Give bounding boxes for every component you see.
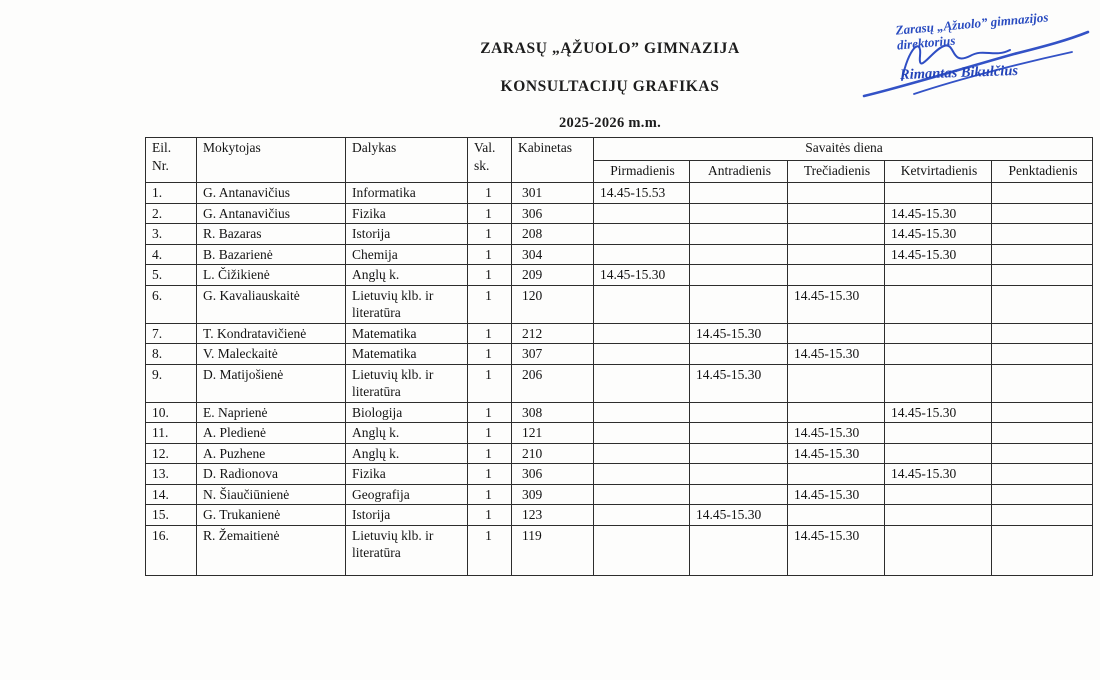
cell-teacher: R. Bazaras xyxy=(197,224,346,245)
cell-thursday: 14.45-15.30 xyxy=(885,244,992,265)
cell-tuesday xyxy=(690,423,788,444)
cell-teacher: G. Antanavičius xyxy=(197,183,346,204)
cell-thursday: 14.45-15.30 xyxy=(885,402,992,423)
cell-teacher: G. Antanavičius xyxy=(197,203,346,224)
cell-teacher: D. Matijošienė xyxy=(197,364,346,402)
cell-room: 209 xyxy=(512,265,594,286)
table-row xyxy=(146,443,1093,464)
cell-nr: 16. xyxy=(146,525,197,575)
cell-thursday: 14.45-15.30 xyxy=(885,203,992,224)
cell-subject: Geografija xyxy=(346,484,468,505)
cell-teacher: N. Šiaučiūnienė xyxy=(197,484,346,505)
cell-friday xyxy=(992,464,1093,485)
col-header-teacher: Mokytojas xyxy=(197,138,346,183)
cell-subject: Lietuvių klb. ir literatūra xyxy=(346,364,468,402)
cell-tuesday xyxy=(690,244,788,265)
cell-tuesday xyxy=(690,183,788,204)
cell-thursday xyxy=(885,265,992,286)
table-row xyxy=(146,265,1093,286)
cell-room: 307 xyxy=(512,344,594,365)
cell-friday xyxy=(992,344,1093,365)
table-row xyxy=(146,285,1093,323)
cell-wednesday: 14.45-15.30 xyxy=(788,484,885,505)
cell-nr: 8. xyxy=(146,344,197,365)
cell-subject: Anglų k. xyxy=(346,443,468,464)
col-header-room: Kabinetas xyxy=(512,138,594,183)
cell-tuesday xyxy=(690,484,788,505)
cell-friday xyxy=(992,323,1093,344)
cell-teacher: R. Žemaitienė xyxy=(197,525,346,575)
cell-monday xyxy=(594,244,690,265)
cell-nr: 7. xyxy=(146,323,197,344)
table-row xyxy=(146,484,1093,505)
col-header-friday: Penktadienis xyxy=(992,161,1093,183)
cell-room: 121 xyxy=(512,423,594,444)
cell-subject: Fizika xyxy=(346,203,468,224)
table-row xyxy=(146,224,1093,245)
table-row xyxy=(146,244,1093,265)
cell-nr: 1. xyxy=(146,183,197,204)
table-row xyxy=(146,402,1093,423)
cell-subject: Anglų k. xyxy=(346,265,468,286)
cell-subject: Matematika xyxy=(346,323,468,344)
cell-room: 212 xyxy=(512,323,594,344)
cell-friday xyxy=(992,484,1093,505)
col-header-thursday: Ketvirtadienis xyxy=(885,161,992,183)
cell-nr: 9. xyxy=(146,364,197,402)
cell-nr: 14. xyxy=(146,484,197,505)
cell-room: 208 xyxy=(512,224,594,245)
cell-teacher: V. Maleckaitė xyxy=(197,344,346,365)
cell-hours: 1 xyxy=(468,323,512,344)
cell-thursday xyxy=(885,484,992,505)
cell-room: 120 xyxy=(512,285,594,323)
cell-monday xyxy=(594,443,690,464)
schedule-table-wrap xyxy=(145,137,1093,576)
cell-tuesday xyxy=(690,265,788,286)
cell-tuesday xyxy=(690,525,788,575)
table-body xyxy=(146,183,1093,576)
cell-monday xyxy=(594,364,690,402)
cell-friday xyxy=(992,265,1093,286)
cell-wednesday: 14.45-15.30 xyxy=(788,344,885,365)
cell-hours: 1 xyxy=(468,224,512,245)
cell-tuesday xyxy=(690,464,788,485)
cell-room: 206 xyxy=(512,364,594,402)
cell-tuesday: 14.45-15.30 xyxy=(690,364,788,402)
cell-hours: 1 xyxy=(468,203,512,224)
cell-hours: 1 xyxy=(468,423,512,444)
cell-hours: 1 xyxy=(468,285,512,323)
cell-teacher: G. Trukanienė xyxy=(197,505,346,526)
cell-hours: 1 xyxy=(468,265,512,286)
cell-room: 309 xyxy=(512,484,594,505)
cell-teacher: D. Radionova xyxy=(197,464,346,485)
cell-monday xyxy=(594,464,690,485)
cell-subject: Lietuvių klb. ir literatūra xyxy=(346,285,468,323)
col-header-subject: Dalykas xyxy=(346,138,468,183)
cell-wednesday xyxy=(788,464,885,485)
cell-thursday xyxy=(885,183,992,204)
cell-friday xyxy=(992,423,1093,444)
cell-nr: 4. xyxy=(146,244,197,265)
cell-thursday xyxy=(885,323,992,344)
cell-wednesday: 14.45-15.30 xyxy=(788,423,885,444)
cell-hours: 1 xyxy=(468,364,512,402)
cell-nr: 11. xyxy=(146,423,197,444)
cell-teacher: A. Pledienė xyxy=(197,423,346,444)
cell-teacher: A. Puzhene xyxy=(197,443,346,464)
cell-thursday: 14.45-15.30 xyxy=(885,224,992,245)
cell-nr: 3. xyxy=(146,224,197,245)
cell-hours: 1 xyxy=(468,443,512,464)
table-row xyxy=(146,364,1093,402)
cell-thursday xyxy=(885,285,992,323)
cell-tuesday: 14.45-15.30 xyxy=(690,505,788,526)
cell-nr: 15. xyxy=(146,505,197,526)
cell-room: 301 xyxy=(512,183,594,204)
cell-thursday: 14.45-15.30 xyxy=(885,464,992,485)
cell-room: 308 xyxy=(512,402,594,423)
cell-teacher: T. Kondratavičienė xyxy=(197,323,346,344)
cell-tuesday xyxy=(690,402,788,423)
cell-thursday xyxy=(885,525,992,575)
table-row xyxy=(146,344,1093,365)
table-row xyxy=(146,203,1093,224)
col-header-tuesday: Antradienis xyxy=(690,161,788,183)
cell-nr: 12. xyxy=(146,443,197,464)
cell-subject: Anglų k. xyxy=(346,423,468,444)
cell-tuesday xyxy=(690,224,788,245)
cell-subject: Fizika xyxy=(346,464,468,485)
stamp-line1: Zarasų „Ąžuolo” gimnazijos xyxy=(894,9,1049,38)
col-header-nr: Eil. Nr. xyxy=(146,138,197,183)
cell-wednesday: 14.45-15.30 xyxy=(788,525,885,575)
cell-wednesday xyxy=(788,505,885,526)
cell-monday xyxy=(594,525,690,575)
cell-room: 123 xyxy=(512,505,594,526)
col-header-week: Savaitės diena xyxy=(594,138,1093,161)
cell-subject: Lietuvių klb. ir literatūra xyxy=(346,525,468,575)
cell-subject: Istorija xyxy=(346,505,468,526)
cell-hours: 1 xyxy=(468,244,512,265)
cell-monday xyxy=(594,344,690,365)
cell-monday xyxy=(594,203,690,224)
cell-friday xyxy=(992,525,1093,575)
cell-wednesday xyxy=(788,265,885,286)
cell-room: 306 xyxy=(512,464,594,485)
cell-hours: 1 xyxy=(468,525,512,575)
cell-friday xyxy=(992,402,1093,423)
stamp-line2: direktorius xyxy=(896,32,956,53)
table-row xyxy=(146,183,1093,204)
cell-wednesday xyxy=(788,224,885,245)
cell-tuesday xyxy=(690,203,788,224)
cell-monday: 14.45-15.30 xyxy=(594,265,690,286)
cell-hours: 1 xyxy=(468,183,512,204)
cell-friday xyxy=(992,443,1093,464)
cell-teacher: L. Čižikienė xyxy=(197,265,346,286)
cell-nr: 6. xyxy=(146,285,197,323)
cell-monday xyxy=(594,402,690,423)
cell-nr: 13. xyxy=(146,464,197,485)
cell-monday xyxy=(594,484,690,505)
cell-monday xyxy=(594,423,690,444)
cell-thursday xyxy=(885,344,992,365)
cell-wednesday xyxy=(788,323,885,344)
table-row xyxy=(146,423,1093,444)
school-name-title: ZARASŲ „ĄŽUOLO” GIMNAZIJA xyxy=(480,40,740,57)
cell-hours: 1 xyxy=(468,344,512,365)
cell-wednesday xyxy=(788,183,885,204)
cell-hours: 1 xyxy=(468,402,512,423)
cell-hours: 1 xyxy=(468,464,512,485)
cell-subject: Istorija xyxy=(346,224,468,245)
cell-teacher: E. Naprienė xyxy=(197,402,346,423)
cell-friday xyxy=(992,224,1093,245)
table-row xyxy=(146,525,1093,575)
cell-subject: Chemija xyxy=(346,244,468,265)
cell-wednesday: 14.45-15.30 xyxy=(788,285,885,323)
col-header-monday: Pirmadienis xyxy=(594,161,690,183)
cell-teacher: B. Bazarienė xyxy=(197,244,346,265)
table-row xyxy=(146,323,1093,344)
cell-monday: 14.45-15.53 xyxy=(594,183,690,204)
cell-nr: 10. xyxy=(146,402,197,423)
director-name: Rimantas Bikulčius xyxy=(899,62,1019,84)
cell-friday xyxy=(992,203,1093,224)
cell-tuesday xyxy=(690,344,788,365)
cell-wednesday: 14.45-15.30 xyxy=(788,443,885,464)
cell-room: 210 xyxy=(512,443,594,464)
signature-block xyxy=(858,6,1094,102)
cell-wednesday xyxy=(788,244,885,265)
document-title: KONSULTACIJŲ GRAFIKAS xyxy=(500,78,720,95)
cell-hours: 1 xyxy=(468,484,512,505)
cell-wednesday xyxy=(788,402,885,423)
cell-wednesday xyxy=(788,364,885,402)
cell-subject: Matematika xyxy=(346,344,468,365)
cell-thursday xyxy=(885,505,992,526)
cell-room: 119 xyxy=(512,525,594,575)
cell-hours: 1 xyxy=(468,505,512,526)
cell-nr: 5. xyxy=(146,265,197,286)
cell-friday xyxy=(992,183,1093,204)
cell-subject: Biologija xyxy=(346,402,468,423)
consultation-schedule-table xyxy=(145,137,1093,576)
cell-nr: 2. xyxy=(146,203,197,224)
school-year: 2025-2026 m.m. xyxy=(558,115,662,131)
cell-friday xyxy=(992,505,1093,526)
cell-tuesday xyxy=(690,285,788,323)
cell-friday xyxy=(992,244,1093,265)
cell-thursday xyxy=(885,364,992,402)
col-header-hours: Val. sk. xyxy=(468,138,512,183)
table-row xyxy=(146,505,1093,526)
cell-thursday xyxy=(885,443,992,464)
cell-subject: Informatika xyxy=(346,183,468,204)
cell-friday xyxy=(992,364,1093,402)
cell-tuesday: 14.45-15.30 xyxy=(690,323,788,344)
cell-tuesday xyxy=(690,443,788,464)
cell-monday xyxy=(594,323,690,344)
table-row xyxy=(146,464,1093,485)
cell-monday xyxy=(594,505,690,526)
col-header-wednesday: Trečiadienis xyxy=(788,161,885,183)
cell-monday xyxy=(594,224,690,245)
cell-teacher: G. Kavaliauskaitė xyxy=(197,285,346,323)
cell-thursday xyxy=(885,423,992,444)
cell-friday xyxy=(992,285,1093,323)
cell-room: 304 xyxy=(512,244,594,265)
cell-wednesday xyxy=(788,203,885,224)
cell-monday xyxy=(594,285,690,323)
cell-room: 306 xyxy=(512,203,594,224)
